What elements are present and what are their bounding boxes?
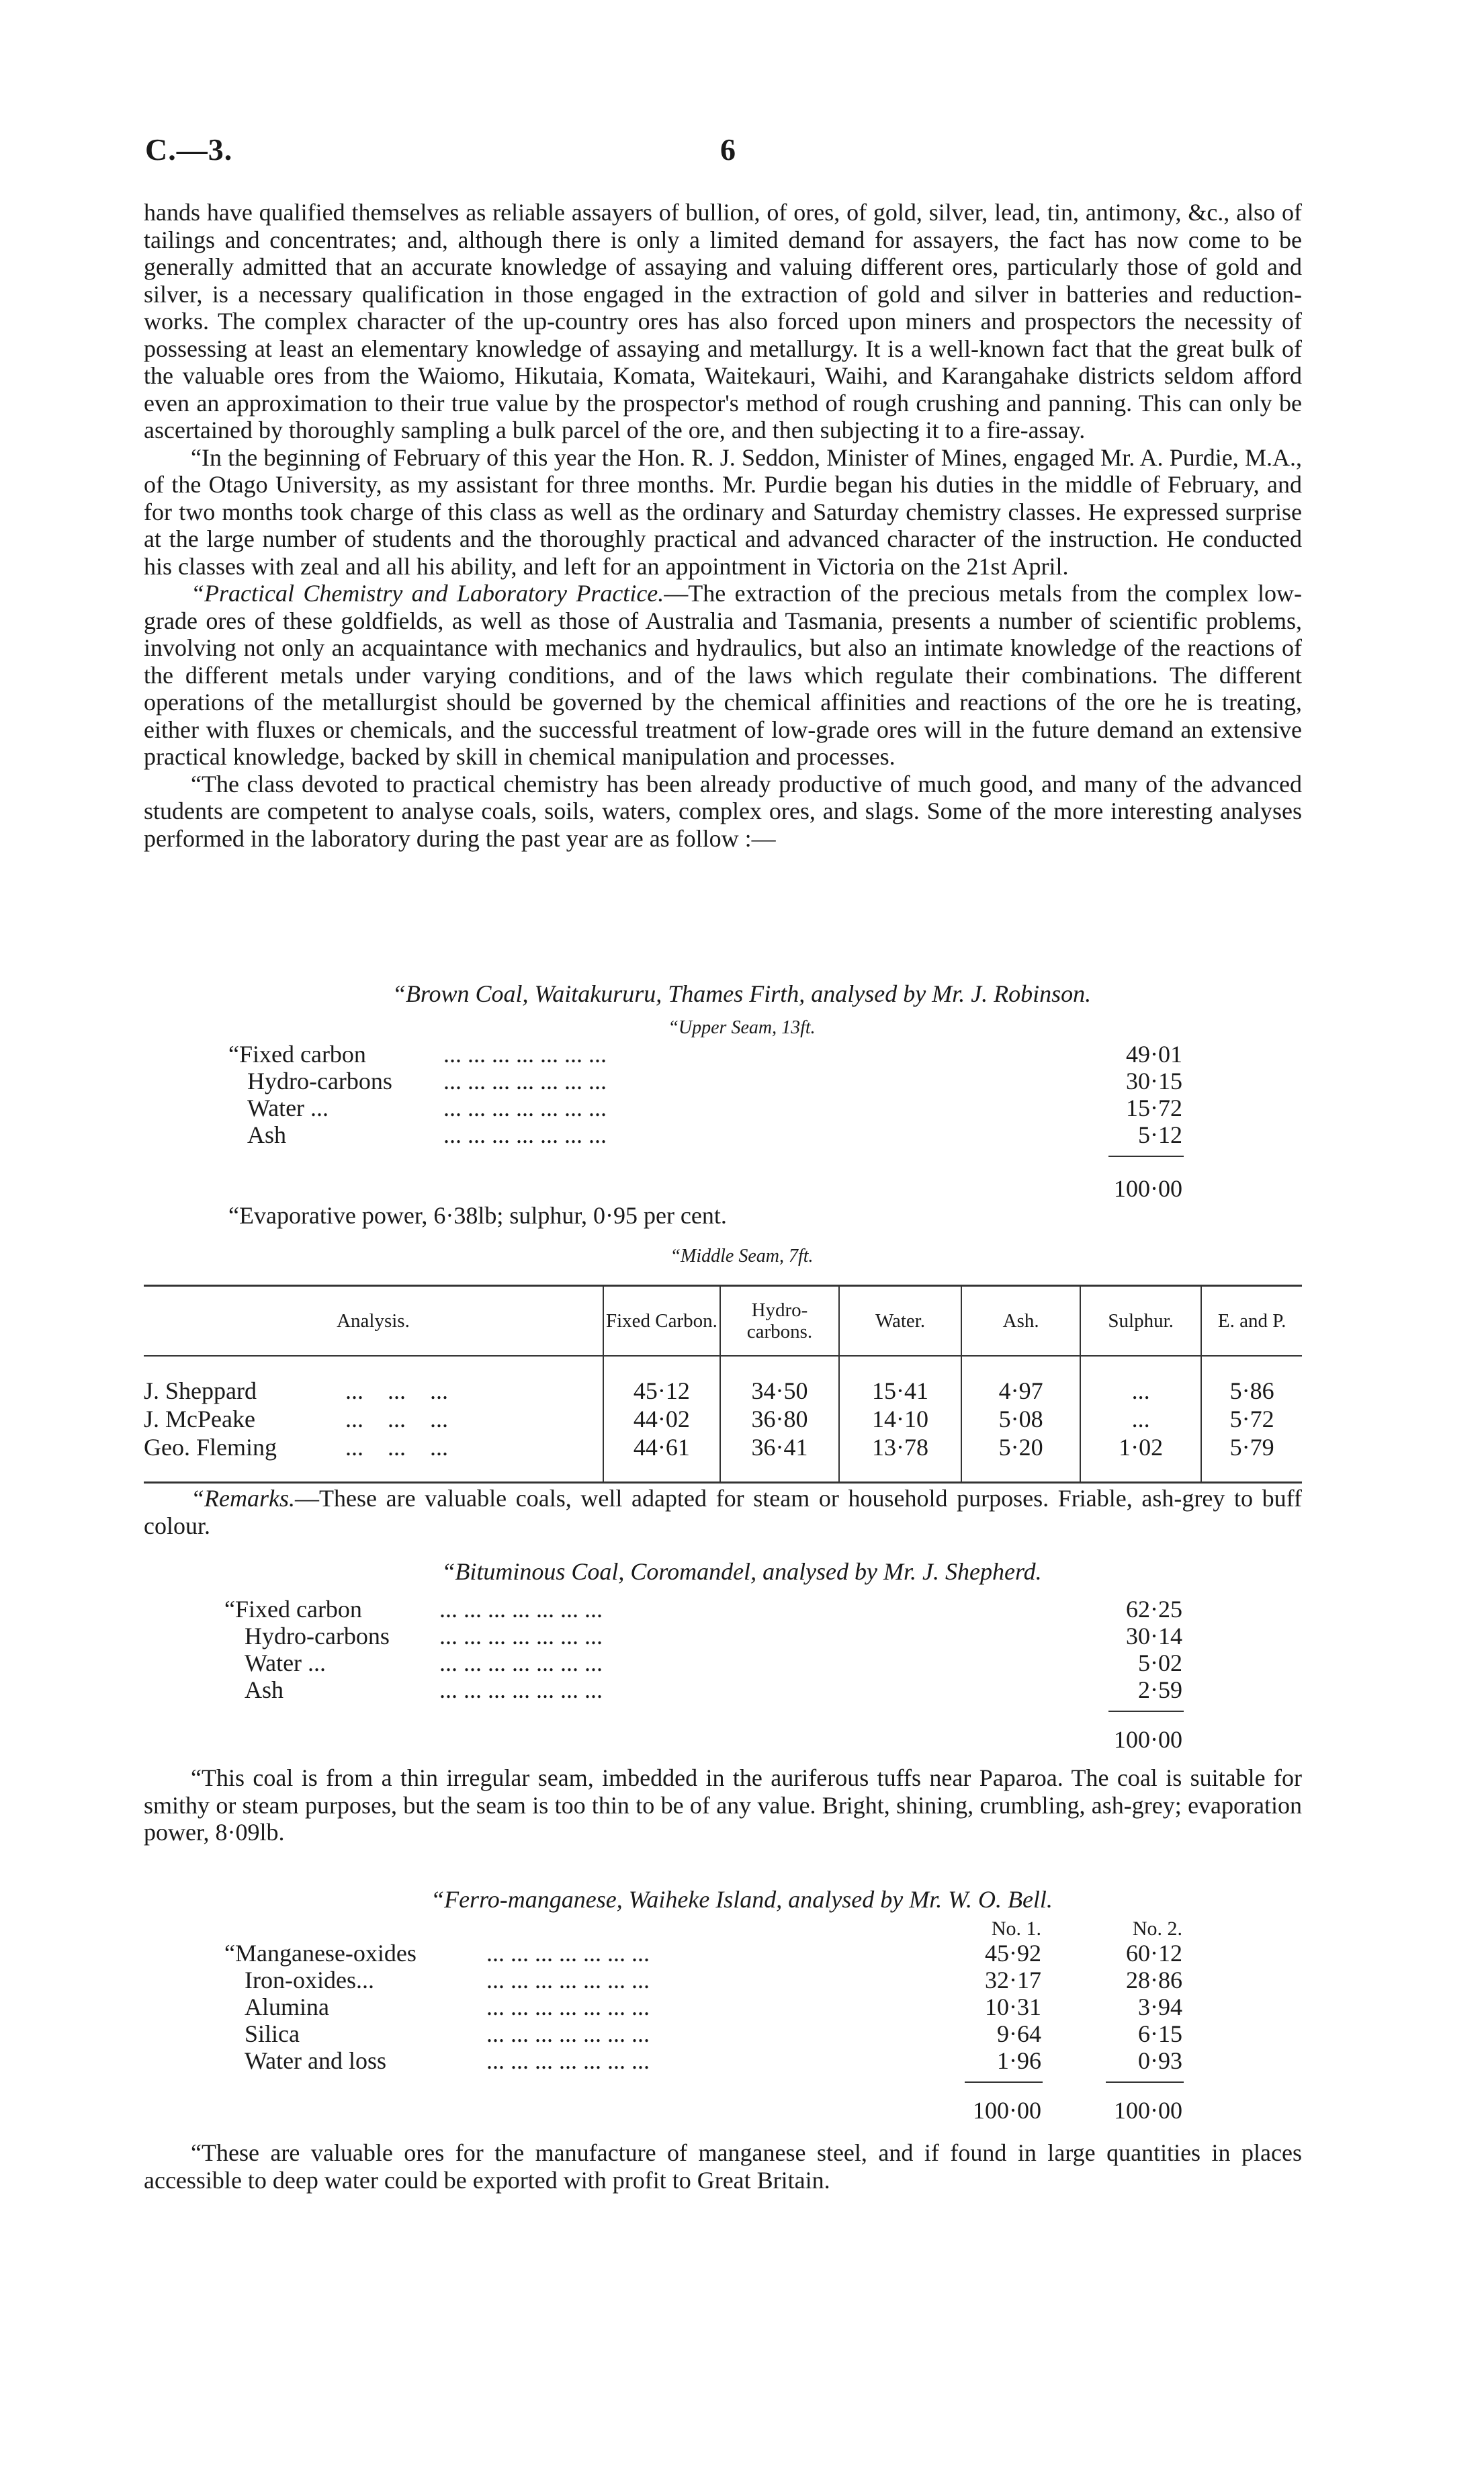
body-text-top — [144, 199, 1302, 852]
row-label: Water ... — [245, 1649, 326, 1676]
analysis-row — [228, 1121, 1182, 1148]
row-label: Iron-oxides... — [245, 1967, 374, 1993]
paragraph-class: “The class devoted to practical chemistry has been already productive of much good, and many of the advanced students are competent to analyse coals, soils, waters, complex ores, and slags. Some of the more interesting analyses performed in the laboratory during the past year are as follow :— — [144, 770, 1302, 852]
cell-ash: 5·08 — [961, 1405, 1080, 1433]
leader-dots: ... ... ... — [345, 1377, 448, 1404]
cell-sulphur: ... — [1080, 1405, 1201, 1433]
header-ash: Ash. — [961, 1286, 1080, 1357]
total-rule — [1108, 1156, 1184, 1157]
leader-dots: ... ... ... ... ... ... ... — [439, 1623, 603, 1649]
table-header-row — [144, 1286, 1302, 1357]
ferro-row — [224, 1939, 1182, 1966]
header-sulphur: Sulphur. — [1080, 1286, 1201, 1357]
row-value: 49·01 — [1126, 1041, 1182, 1068]
cell-hydro-carbons: 34·50 — [720, 1356, 839, 1405]
remarks-paragraph — [144, 1485, 1302, 1539]
table-row — [144, 1356, 1302, 1405]
row-value: 15·72 — [1126, 1094, 1182, 1121]
row-label: Ash — [247, 1121, 287, 1148]
paragraph-practical-chemistry — [144, 580, 1302, 771]
cell-sulphur: 1·02 — [1080, 1433, 1201, 1483]
leader-dots: ... ... ... ... ... ... ... — [486, 1940, 650, 1967]
analyst-name — [144, 1433, 603, 1483]
middle-seam-table — [144, 1285, 1302, 1484]
row-value: 2·59 — [1138, 1676, 1182, 1703]
row-value: 5·02 — [1138, 1649, 1182, 1676]
cell-ash: 4·97 — [961, 1356, 1080, 1405]
analysis-row — [228, 1040, 1182, 1067]
row-label: Water ... — [247, 1094, 329, 1121]
analysis-row — [228, 1094, 1182, 1121]
remarks-text — [144, 1485, 1302, 1539]
page-header — [0, 132, 1484, 179]
analysis-row — [228, 1067, 1182, 1094]
value-no2: 3·94 — [1138, 1993, 1182, 2020]
bituminous-note — [144, 1764, 1302, 1846]
ferro-note — [144, 2139, 1302, 2194]
value-no1: 9·64 — [997, 2020, 1041, 2047]
table-row — [144, 1405, 1302, 1433]
value-no2: 60·12 — [1126, 1940, 1182, 1967]
bituminous-note-text: “This coal is from a thin irregular seam, imbedded in the auriferous tuffs near Paparoa. The coal is suitable for smithy or steam purposes, but the seam is too thin to be of any value. Bright, shining, crumbling, ash-grey; evaporation power, 8·09lb. — [144, 1764, 1302, 1846]
ferro-row — [224, 1966, 1182, 1993]
total-no1: 100·00 — [973, 2097, 1041, 2124]
cell-water: 15·41 — [839, 1356, 961, 1405]
analyst-label: J. Sheppard — [144, 1377, 257, 1404]
cell-fixed-carbon: 45·12 — [603, 1356, 720, 1405]
leader-dots: ... ... ... ... ... ... ... — [439, 1676, 603, 1703]
value-no2: 0·93 — [1138, 2047, 1182, 2074]
ferro-row — [224, 2047, 1182, 2073]
row-label: Ash — [245, 1676, 284, 1703]
analysis-row — [224, 1595, 1182, 1622]
cell-fixed-carbon: 44·02 — [603, 1405, 720, 1433]
header-hydro-carbons: Hydro-carbons. — [720, 1286, 839, 1357]
col-no2: No. 2. — [1132, 1918, 1182, 1940]
row-value: 62·25 — [1126, 1596, 1182, 1623]
row-value: 5·12 — [1138, 1121, 1182, 1148]
table-row — [144, 1433, 1302, 1483]
header-analysis: Analysis. — [144, 1286, 603, 1357]
middle-seam-title: “Middle Seam, 7ft. — [670, 1246, 814, 1266]
total-rule — [965, 2081, 1043, 2083]
cell-ash: 5·20 — [961, 1433, 1080, 1483]
row-label: “Manganese-oxides — [224, 1940, 417, 1967]
analysis-row — [224, 1649, 1182, 1676]
header-e-and-p: E. and P. — [1201, 1286, 1302, 1357]
remarks-body: —These are valuable coals, well adapted for steam or household purposes. Friable, ash-grey to buff colour. — [144, 1485, 1302, 1539]
leader-dots: ... ... ... — [345, 1434, 448, 1461]
total-value: 100·00 — [1114, 1726, 1182, 1753]
value-no1: 32·17 — [985, 1967, 1041, 1993]
paragraph-purdie: “In the beginning of February of this year the Hon. R. J. Seddon, Minister of Mines, engaged Mr. A. Purdie, M.A., of the Otago University, as my assistant for three months. Mr. Purdie began his duties in the middle of February, and for two months took charge of this class as well as the ordinary and Saturday chemistry classes. He expressed surprise at the large number of students and the thoroughly practical and advanced character of the instruction. He conducted his classes with zeal and all his ability, and left for an appointment in Victoria on the 21st April. — [144, 443, 1302, 580]
analyst-name — [144, 1356, 603, 1405]
document-code: C.—3. — [145, 132, 233, 167]
col-no1: No. 1. — [991, 1918, 1041, 1940]
row-value: 30·15 — [1126, 1068, 1182, 1094]
total-row — [1075, 1174, 1182, 1201]
row-label: Alumina — [245, 1993, 329, 2020]
analysis-row — [224, 1622, 1182, 1649]
row-label: Silica — [245, 2020, 300, 2047]
analyst-label: Geo. Fleming — [144, 1434, 277, 1461]
paragraph-assayers: hands have qualified themselves as reliable assayers of bullion, of ores, of gold, silver, lead, tin, antimony, &c., also of tailings and concentrates; and, although there is only a limited demand for assayers, the fact has now come to be generally admitted that an accurate knowledge of assaying and valuing different ores, particularly those of gold and silver, is a necessary qualification in those engaged in the extraction of gold and silver in batteries and reduction-works. The complex character of the up-country ores has also forced upon miners and prospectors the necessity of possessing at least an elementary knowledge of assaying and metallurgy. It is a well-known fact that the great bulk of the valuable ores from the Waiomo, Hikutaia, Komata, Waitekauri, Waihi, and Karangahake districts seldom afford even an approximation to their true value by the prospector's method of rough crushing and panning. This can only be ascertained by thoroughly sampling a bulk parcel of the ore, and then subjecting it to a fire-assay. — [144, 199, 1302, 443]
leader-dots: ... ... ... ... ... ... ... — [486, 2020, 650, 2047]
total-row — [927, 2096, 1182, 2123]
cell-water: 13·78 — [839, 1433, 961, 1483]
total-value: 100·00 — [1114, 1175, 1182, 1202]
cell-e-and-p: 5·86 — [1201, 1356, 1302, 1405]
value-no1: 1·96 — [997, 2047, 1041, 2074]
practical-body: —The extraction of the precious metals from the complex low-grade ores of these goldfields, as well as those of Australia and Tasmania, presents a number of scientific problems, involving not only an acquaintance with mechanics and hydraulics, but also an intimate knowledge of the reactions of the different metals under varying conditions, and of the laws which regulate their combinations. The different operations of the metallurgist should be governed by the chemical affinities and reactions of the ore he is treating, either with fluxes or chemicals, and the successful treatment of low-grade ores will in the future demand an extensive practical knowledge, backed by skill in chemical manipulation and processes. — [144, 580, 1302, 770]
value-no2: 6·15 — [1138, 2020, 1182, 2047]
page-number: 6 — [720, 132, 736, 167]
row-label: Hydro-carbons — [247, 1068, 392, 1094]
leader-dots: ... ... ... ... ... ... ... — [486, 2047, 650, 2074]
leader-dots: ... ... ... — [345, 1406, 448, 1432]
analyst-name — [144, 1405, 603, 1433]
total-rule — [1108, 1711, 1184, 1712]
cell-hydro-carbons: 36·41 — [720, 1433, 839, 1483]
bituminous-title: “Bituminous Coal, Coromandel, analysed by Mr. J. Shepherd. — [441, 1558, 1042, 1585]
leader-dots: ... ... ... ... ... ... ... — [443, 1121, 607, 1148]
leader-dots: ... ... ... ... ... ... ... — [486, 1993, 650, 2020]
practical-lead: “Practical Chemistry and Laboratory Practice. — [191, 580, 664, 607]
total-row — [1075, 1725, 1182, 1752]
cell-e-and-p: 5·79 — [1201, 1433, 1302, 1483]
row-label: Hydro-carbons — [245, 1623, 390, 1649]
cell-sulphur: ... — [1080, 1356, 1201, 1405]
brown-coal-title: “Brown Coal, Waitakururu, Thames Firth, analysed by Mr. J. Robinson. — [392, 980, 1092, 1007]
total-no2: 100·00 — [1114, 2097, 1182, 2124]
header-fixed-carbon: Fixed Carbon. — [603, 1286, 720, 1357]
ferro-title: “Ferro-manganese, Waiheke Island, analysed by Mr. W. O. Bell. — [431, 1886, 1053, 1913]
upper-seam-title: “Upper Seam, 13ft. — [668, 1017, 816, 1038]
ferro-row — [224, 2020, 1182, 2047]
total-rule — [1106, 2081, 1184, 2083]
cell-water: 14·10 — [839, 1405, 961, 1433]
row-label: Water and loss — [245, 2047, 387, 2074]
remarks-lead: “Remarks. — [191, 1485, 295, 1512]
leader-dots: ... ... ... ... ... ... ... — [443, 1041, 607, 1068]
value-no2: 28·86 — [1126, 1967, 1182, 1993]
evaporative-note: “Evaporative power, 6·38lb; sulphur, 0·95 per cent. — [228, 1202, 727, 1229]
leader-dots: ... ... ... ... ... ... ... — [439, 1596, 603, 1623]
analysis-row — [224, 1676, 1182, 1703]
value-no1: 10·31 — [985, 1993, 1041, 2020]
leader-dots: ... ... ... ... ... ... ... — [486, 1967, 650, 1993]
cell-e-and-p: 5·72 — [1201, 1405, 1302, 1433]
row-label: “Fixed carbon — [224, 1596, 362, 1623]
ferro-row — [224, 1993, 1182, 2020]
leader-dots: ... ... ... ... ... ... ... — [443, 1094, 607, 1121]
cell-hydro-carbons: 36·80 — [720, 1405, 839, 1433]
row-value: 30·14 — [1126, 1623, 1182, 1649]
leader-dots: ... ... ... ... ... ... ... — [443, 1068, 607, 1094]
ferro-note-text: “These are valuable ores for the manufacture of manganese steel, and if found in large quantities in places accessible to deep water could be exported with profit to Great Britain. — [144, 2139, 1302, 2194]
leader-dots: ... ... ... ... ... ... ... — [439, 1649, 603, 1676]
cell-fixed-carbon: 44·61 — [603, 1433, 720, 1483]
row-label: “Fixed carbon — [228, 1041, 366, 1068]
value-no1: 45·92 — [985, 1940, 1041, 1967]
analyst-label: J. McPeake — [144, 1406, 255, 1432]
header-water: Water. — [839, 1286, 961, 1357]
